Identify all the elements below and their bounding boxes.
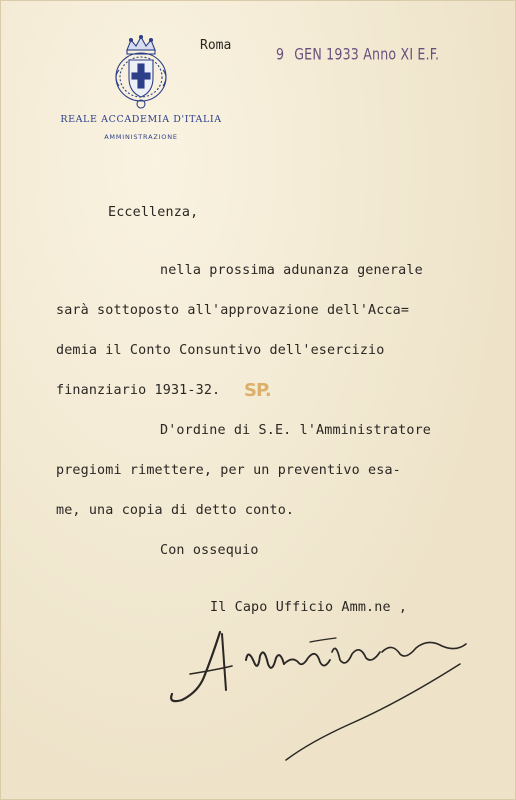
handwritten-signature bbox=[160, 612, 490, 782]
date-stamp-day: 9 bbox=[276, 46, 285, 64]
body-line-3: demia il Conto Consuntivo dell'esercizio bbox=[56, 343, 385, 358]
body-line-2: sarà sottoposto all'approvazione dell'Acca= bbox=[56, 303, 410, 318]
department-name: AMMINISTRAZIONE bbox=[104, 133, 178, 141]
body-line-5: D'ordine di S.E. l'Amministratore bbox=[160, 423, 431, 438]
place-name: Roma bbox=[200, 38, 232, 53]
date-stamp-text: GEN 1933 Anno XI E.F. bbox=[294, 46, 440, 64]
body-line-7: me, una copia di detto conto. bbox=[56, 503, 295, 518]
body-line-1: nella prossima adunanza generale bbox=[160, 263, 423, 278]
overstamp-mark: SP. bbox=[244, 380, 271, 401]
body-line-6: pregiomi rimettere, per un preventivo esa- bbox=[56, 463, 401, 478]
salutation: Eccellenza, bbox=[108, 205, 199, 220]
savoy-crest-icon bbox=[109, 34, 173, 110]
institution-name: REALE ACCADEMIA D'ITALIA bbox=[60, 114, 222, 125]
closing-title: Il Capo Ufficio Amm.ne , bbox=[210, 600, 408, 615]
body-line-4: finanziario 1931-32. bbox=[56, 383, 221, 398]
date-stamp bbox=[276, 46, 439, 64]
closing: Con ossequio bbox=[160, 543, 259, 558]
